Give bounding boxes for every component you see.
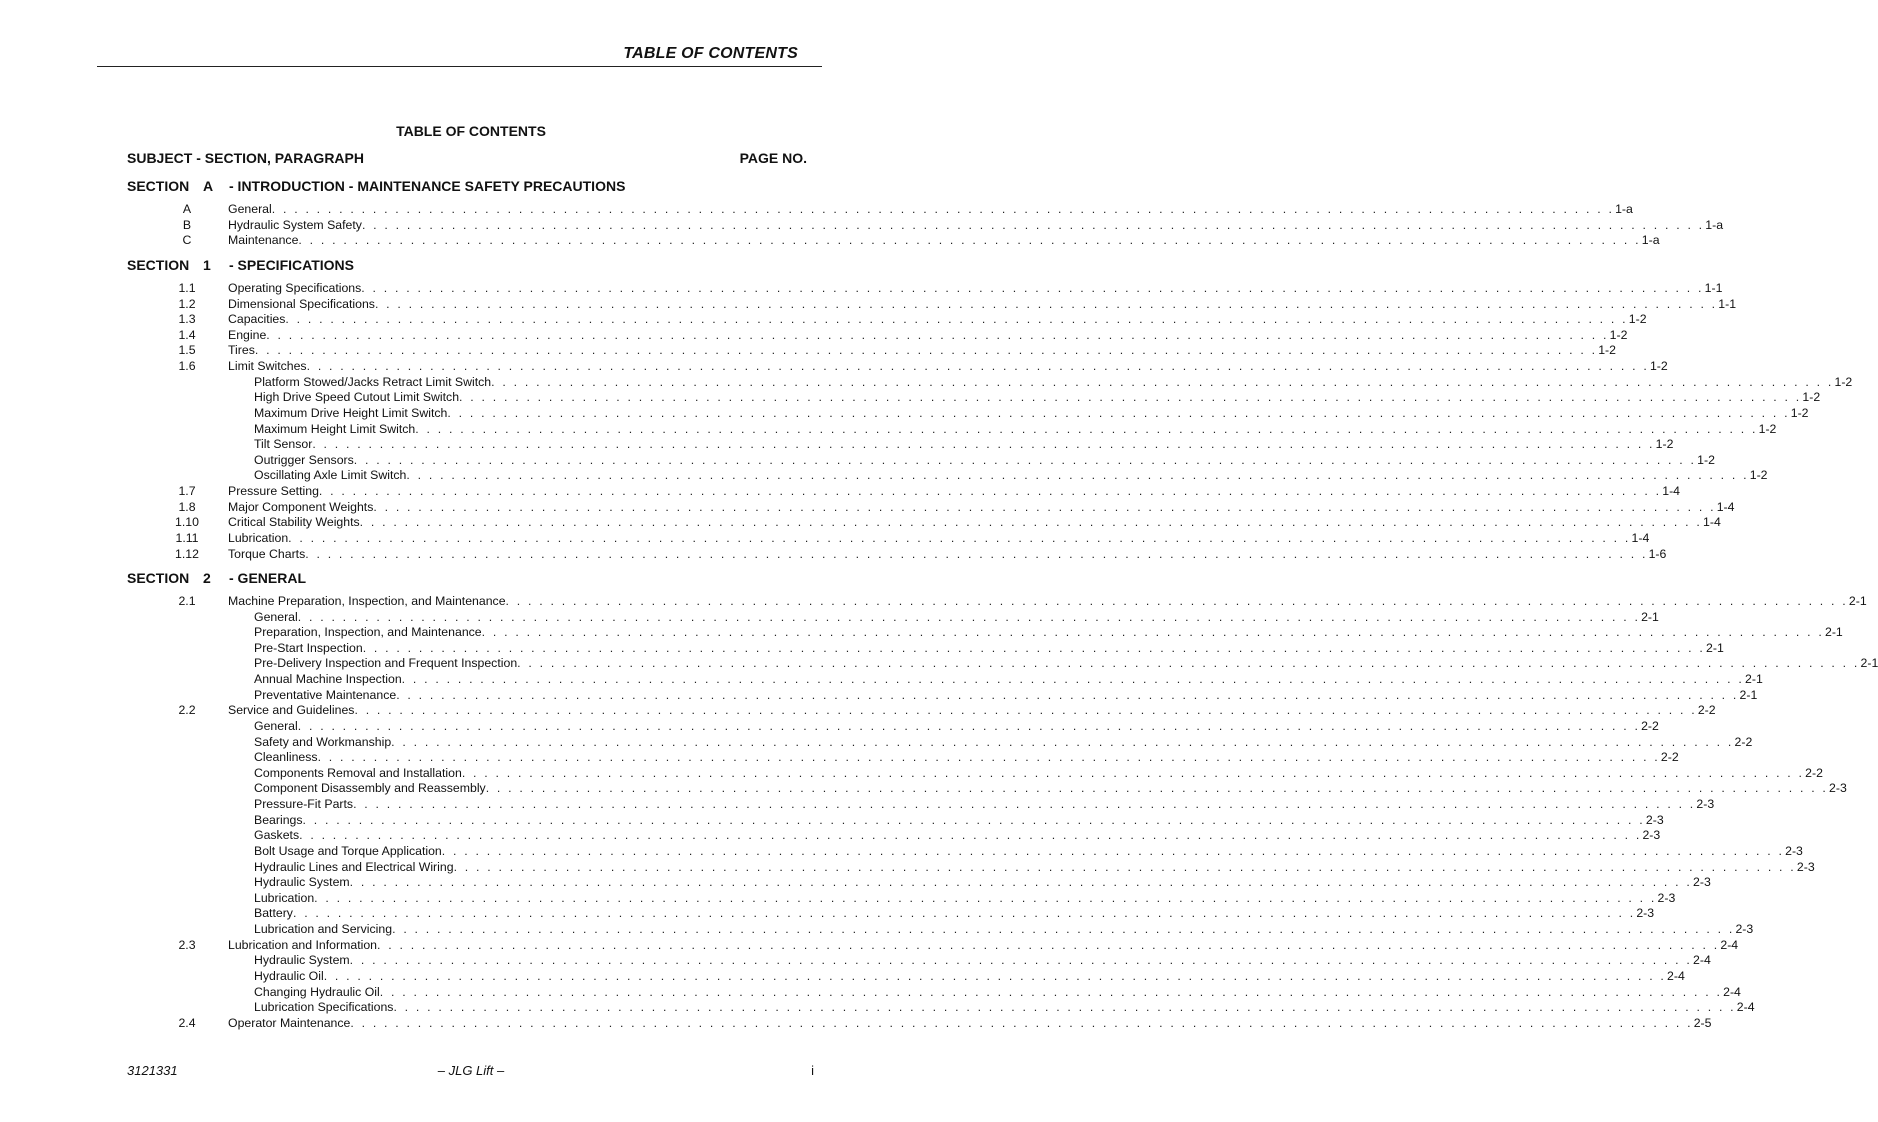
section-id: 2: [203, 570, 211, 586]
toc-entry-leader-line: [254, 672, 1763, 688]
toc-entry-leader-line: [254, 405, 1809, 422]
toc-entry[interactable]: [0, 452, 1715, 469]
section-label: SECTION: [127, 178, 190, 194]
toc-entry-title: Gaskets: [254, 828, 300, 843]
toc-entry-title: Pre-Delivery Inspection and Frequent Inspection: [254, 656, 518, 671]
toc-entry[interactable]: [0, 625, 1843, 641]
section-heading: [127, 570, 306, 586]
toc-entry[interactable]: [0, 530, 1650, 547]
toc-entry-title: Component Disassembly and Reassembly: [254, 781, 486, 796]
toc-entry-title: Outrigger Sensors: [254, 452, 354, 467]
toc-entry[interactable]: [0, 296, 1737, 313]
toc-entry[interactable]: [0, 968, 1685, 985]
column-heading-subject: SUBJECT - SECTION, PARAGRAPH: [127, 150, 364, 166]
leader-dots: . . . . . . . . . . . . . . . . . . . . . . . . . . . . . . . . . . . . . . . . . . . . . . . . . . . . . . . . . . . . . . . . . . . . . . . . . . . . . . . . . . . . . . . . . . . . . . . . . . . . . . . . . . . . . . . . . . . . . . . .: [447, 405, 1790, 420]
toc-entry-page: 2-4: [1723, 984, 1741, 999]
leader-dots: . . . . . . . . . . . . . . . . . . . . . . . . . . . . . . . . . . . . . . . . . . . . . . . . . . . . . . . . . . . . . . . . . . . . . . . . . . . . . . . . . . . . . . . . . . . . . . . . . . . . . . . . . . . . . . . . . . . . . . . .: [314, 890, 1657, 905]
toc-entry[interactable]: [0, 1000, 1755, 1016]
toc-entry-leader-line: [254, 421, 1777, 438]
leader-dots: . . . . . . . . . . . . . . . . . . . . . . . . . . . . . . . . . . . . . . . . . . . . . . . . . . . . . . . . . . . . . . . . . . . . . . . . . . . . . . . . . . . . . . . . . . . . . . . . . . . . . . . . . . . . . . . . . . . . . . . .: [297, 609, 1641, 624]
leader-dots: . . . . . . . . . . . . . . . . . . . . . . . . . . . . . . . . . . . . . . . . . . . . . . . . . . . . . . . . . . . . . . . . . . . . . . . . . . . . . . . . . . . . . . . . . . . . . . . . . . . . . . . . . . . . . . . . . . . . . . . .: [318, 484, 1662, 499]
toc-entry[interactable]: [0, 906, 1655, 922]
leader-dots: . . . . . . . . . . . . . . . . . . . . . . . . . . . . . . . . . . . . . . . . . . . . . . . . . . . . . . . . . . . . . . . . . . . . . . . . . . . . . . . . . . . . . . . . . . . . . . . . . . . . . . . . . . . . . . . . . . . . . . . .: [292, 906, 1636, 921]
leader-dots: . . . . . . . . . . . . . . . . . . . . . . . . . . . . . . . . . . . . . . . . . . . . . . . . . . . . . . . . . . . . . . . . . . . . . . . . . . . . . . . . . . . . . . . . . . . . . . . . . . . . . . . . . . . . . . . . . . . . . . . .: [481, 625, 1824, 640]
toc-entry-leader-line: [228, 499, 1735, 516]
toc-entry-leader-line: [254, 734, 1753, 751]
toc-entry-page: 2-4: [1736, 1000, 1755, 1015]
toc-entry-page: 1-a: [1705, 217, 1724, 232]
toc-entry-title: Hydraulic System: [254, 953, 350, 968]
leader-dots: . . . . . . . . . . . . . . . . . . . . . . . . . . . . . . . . . . . . . . . . . . . . . . . . . . . . . . . . . . . . . . . . . . . . . . . . . . . . . . . . . . . . . . . . . . . . . . . . . . . . . . . . . . . . . . . . . . . . . . . .: [312, 437, 1655, 452]
leader-dots: . . . . . . . . . . . . . . . . . . . . . . . . . . . . . . . . . . . . . . . . . . . . . . . . . . . . . . . . . . . . . . . . . . . . . . . . . . . . . . . . . . . . . . . . . . . . . . . . . . . . . . . . . . . . . . . . . . . . . . . .: [361, 217, 1705, 232]
toc-entry[interactable]: [0, 437, 1674, 453]
toc-entry-title: Engine: [228, 327, 267, 342]
toc-entry-page: 2-3: [1785, 843, 1803, 858]
toc-entry-title: Hydraulic System: [254, 875, 350, 890]
toc-entry-leader-line: [254, 859, 1815, 876]
toc-entry-page: 2-3: [1735, 922, 1754, 937]
toc-entry-page: 2-2: [1805, 765, 1823, 780]
toc-entry[interactable]: [0, 312, 1647, 328]
leader-dots: . . . . . . . . . . . . . . . . . . . . . . . . . . . . . . . . . . . . . . . . . . . . . . . . . . . . . . . . . . . . . . . . . . . . . . . . . . . . . . . . . . . . . . . . . . . . . . . . . . . . . . . . . . . . . . . . . . . . . . . .: [459, 390, 1802, 405]
toc-entry-title: Major Component Weights: [228, 499, 374, 514]
toc-entry-leader-line: [228, 296, 1737, 313]
toc-entry-leader-line: [228, 546, 1667, 563]
leader-dots: . . . . . . . . . . . . . . . . . . . . . . . . . . . . . . . . . . . . . . . . . . . . . . . . . . . . . . . . . . . . . . . . . . . . . . . . . . . . . . . . . . . . . . . . . . . . . . . . . . . . . . . . . . . . . . . . . . . . . . . .: [285, 312, 1628, 327]
toc-entry-title: General: [254, 609, 298, 624]
leader-dots: . . . . . . . . . . . . . . . . . . . . . . . . . . . . . . . . . . . . . . . . . . . . . . . . . . . . . . . . . . . . . . . . . . . . . . . . . . . . . . . . . . . . . . . . . . . . . . . . . . . . . . . . . . . . . . . . . . . . . . . .: [305, 546, 1648, 561]
toc-entry-page: 2-1: [1848, 594, 1867, 608]
leader-dots: . . . . . . . . . . . . . . . . . . . . . . . . . . . . . . . . . . . . . . . . . . . . . . . . . . . . . . . . . . . . . . . . . . . . . . . . . . . . . . . . . . . . . . . . . . . . . . . . . . . . . . . . . . . . . . . . . . . . . . . .: [317, 750, 1660, 765]
leader-dots: . . . . . . . . . . . . . . . . . . . . . . . . . . . . . . . . . . . . . . . . . . . . . . . . . . . . . . . . . . . . . . . . . . . . . . . . . . . . . . . . . . . . . . . . . . . . . . . . . . . . . . . . . . . . . . . . . . . . . . . .: [373, 499, 1716, 514]
toc-entry-leader-line: [254, 468, 1768, 484]
toc-entry-title: Cleanliness: [254, 750, 318, 765]
toc-entry-title: Changing Hydraulic Oil: [254, 984, 380, 999]
section-label: SECTION: [127, 257, 190, 273]
toc-entry-title: Preparation, Inspection, and Maintenance: [254, 625, 482, 640]
toc-entry-number: C: [182, 233, 192, 248]
toc-entry-page: 1-1: [1718, 296, 1737, 311]
toc-entry[interactable]: [0, 672, 1763, 688]
toc-entry-leader-line: [228, 327, 1628, 344]
toc-entry-page: 1-2: [1802, 390, 1821, 405]
section-title: - SPECIFICATIONS: [229, 257, 354, 273]
leader-dots: . . . . . . . . . . . . . . . . . . . . . . . . . . . . . . . . . . . . . . . . . . . . . . . . . . . . . . . . . . . . . . . . . . . . . . . . . . . . . . . . . . . . . . . . . . . . . . . . . . . . . . . . . . . . . . . . . . . . . . . .: [379, 984, 1723, 999]
leader-dots: . . . . . . . . . . . . . . . . . . . . . . . . . . . . . . . . . . . . . . . . . . . . . . . . . . . . . . . . . . . . . . . . . . . . . . . . . . . . . . . . . . . . . . . . . . . . . . . . . . . . . . . . . . . . . . . . . . . . . . . .: [491, 374, 1834, 389]
toc-entry-leader-line: [254, 390, 1821, 406]
toc-entry-leader-line: [228, 484, 1681, 500]
toc-entry[interactable]: [0, 546, 1667, 563]
toc-entry-page: 1-2: [1609, 327, 1628, 342]
toc-entry-title: Operator Maintenance: [228, 1015, 351, 1030]
toc-entry-title: Capacities: [228, 312, 286, 327]
leader-dots: . . . . . . . . . . . . . . . . . . . . . . . . . . . . . . . . . . . . . . . . . . . . . . . . . . . . . . . . . . . . . . . . . . . . . . . . . . . . . . . . . . . . . . . . . . . . . . . . . . . . . . . . . . . . . . . . . . . . . . . .: [396, 687, 1739, 702]
toc-entry[interactable]: [0, 609, 1659, 626]
toc-entry-page: 2-3: [1636, 906, 1655, 921]
toc-entry-leader-line: [254, 640, 1724, 657]
toc-entry[interactable]: [0, 640, 1724, 657]
toc-entry-page: 2-2: [1660, 750, 1679, 765]
toc-entry-title: Bearings: [254, 812, 303, 827]
toc-entry-title: Lubrication and Information: [228, 937, 378, 952]
toc-entry-number: 2.3: [178, 937, 196, 952]
toc-entry-page: 1-6: [1648, 546, 1667, 561]
toc-entry-leader-line: [254, 437, 1674, 453]
toc-entry-title: Oscillating Axle Limit Switch: [254, 468, 407, 483]
running-header-title: TABLE OF CONTENTS: [623, 45, 798, 62]
toc-entry-leader-line: [254, 656, 1878, 672]
toc-entry-title: Dimensional Specifications: [228, 296, 375, 311]
toc-entry-leader-line: [254, 765, 1823, 782]
section-title: - GENERAL: [229, 570, 306, 586]
toc-entry-leader-line: [254, 890, 1676, 907]
leader-dots: . . . . . . . . . . . . . . . . . . . . . . . . . . . . . . . . . . . . . . . . . . . . . . . . . . . . . . . . . . . . . . . . . . . . . . . . . . . . . . . . . . . . . . . . . . . . . . . . . . . . . . . . . . . . . . . . . . . . . . . .: [359, 515, 1703, 530]
toc-entry[interactable]: [0, 1015, 1712, 1032]
toc-entry-title: Lubrication Specifications: [254, 1000, 394, 1015]
toc-entry[interactable]: [0, 812, 1664, 829]
toc-entry-page: 2-3: [1645, 812, 1664, 827]
toc-entry-title: General: [228, 202, 272, 216]
toc-entry-title: Torque Charts: [228, 546, 306, 561]
toc-entry-leader-line: [228, 703, 1716, 719]
toc-entry-leader-line: [228, 281, 1723, 297]
toc-entry-title: Hydraulic Lines and Electrical Wiring: [254, 859, 454, 874]
toc-entry-title: Hydraulic Oil: [254, 968, 324, 983]
toc-entry-leader-line: [228, 343, 1616, 359]
toc-entry[interactable]: [0, 359, 1668, 375]
toc-entry-leader-line: [254, 750, 1679, 766]
toc-entry-title: Service and Guidelines: [228, 703, 355, 718]
toc-entry-title: Bolt Usage and Torque Application: [254, 843, 442, 858]
toc-entry-title: Safety and Workmanship: [254, 734, 392, 749]
leader-dots: . . . . . . . . . . . . . . . . . . . . . . . . . . . . . . . . . . . . . . . . . . . . . . . . . . . . . . . . . . . . . . . . . . . . . . . . . . . . . . . . . . . . . . . . . . . . . . . . . . . . . . . . . . . . . . . . . . . . . . . .: [393, 1000, 1736, 1015]
toc-entry-title: Operating Specifications: [228, 281, 362, 295]
toc-entry-leader-line: [254, 718, 1659, 735]
section-title: - INTRODUCTION - MAINTENANCE SAFETY PRECAUTIONS: [229, 178, 626, 194]
toc-entry[interactable]: [0, 734, 1753, 751]
toc-entry-number: 2.4: [178, 1015, 196, 1030]
toc-entry-leader-line: [254, 984, 1741, 1001]
leader-dots: . . . . . . . . . . . . . . . . . . . . . . . . . . . . . . . . . . . . . . . . . . . . . . . . . . . . . . . . . . . . . . . . . . . . . . . . . . . . . . . . . . . . . . . . . . . . . . . . . . . . . . . . . . . . . . . . . . . . . . . .: [401, 672, 1745, 687]
toc-entry-page: 2-4: [1693, 953, 1711, 968]
toc-entry-number: 2.2: [178, 703, 196, 718]
toc-entry-number: A: [182, 202, 192, 216]
toc-entry-leader-line: [228, 937, 1739, 954]
toc-entry-title: Preventative Maintenance: [254, 687, 397, 702]
toc-entry-leader-line: [228, 312, 1647, 328]
toc-entry[interactable]: [0, 750, 1679, 766]
toc-entry[interactable]: [0, 703, 1716, 719]
toc-entry-page: 2-3: [1696, 797, 1715, 812]
toc-entry[interactable]: [0, 374, 1853, 391]
leader-dots: . . . . . . . . . . . . . . . . . . . . . . . . . . . . . . . . . . . . . . . . . . . . . . . . . . . . . . . . . . . . . . . . . . . . . . . . . . . . . . . . . . . . . . . . . . . . . . . . . . . . . . . . . . . . . . . . . . . . . . . .: [297, 718, 1641, 733]
toc-entry-page: 1-2: [1628, 312, 1647, 327]
toc-entry[interactable]: [0, 718, 1659, 735]
toc-entry-page: 1-2: [1655, 437, 1674, 452]
toc-entry[interactable]: [0, 390, 1821, 406]
toc-entry-page: 2-4: [1667, 968, 1685, 983]
toc-entry-leader-line: [254, 922, 1754, 938]
toc-entry-number: 1.1: [178, 281, 196, 295]
toc-entry-title: Lubrication: [228, 530, 289, 545]
toc-entry[interactable]: [0, 781, 1847, 797]
toc-entry-number: 2.1: [178, 594, 196, 608]
leader-dots: . . . . . . . . . . . . . . . . . . . . . . . . . . . . . . . . . . . . . . . . . . . . . . . . . . . . . . . . . . . . . . . . . . . . . . . . . . . . . . . . . . . . . . . . . . . . . . . . . . . . . . . . . . . . . . . . . . . . . . . .: [254, 343, 1598, 358]
toc-entry-title: Platform Stowed/Jacks Retract Limit Switch: [254, 374, 492, 389]
leader-dots: . . . . . . . . . . . . . . . . . . . . . . . . . . . . . . . . . . . . . . . . . . . . . . . . . . . . . . . . . . . . . . . . . . . . . . . . . . . . . . . . . . . . . . . . . . . . . . . . . . . . . . . . . . . . . . . . . . . . . . . .: [354, 703, 1697, 718]
toc-entry[interactable]: [0, 327, 1628, 344]
toc-entry[interactable]: [0, 984, 1741, 1001]
leader-dots: . . . . . . . . . . . . . . . . . . . . . . . . . . . . . . . . . . . . . . . . . . . . . . . . . . . . . . . . . . . . . . . . . . . . . . . . . . . . . . . . . . . . . . . . . . . . . . . . . . . . . . . . . . . . . . . . . . . . . . . .: [453, 859, 1796, 874]
leader-dots: . . . . . . . . . . . . . . . . . . . . . . . . . . . . . . . . . . . . . . . . . . . . . . . . . . . . . . . . . . . . . . . . . . . . . . . . . . . . . . . . . . . . . . . . . . . . . . . . . . . . . . . . . . . . . . . . . . . . . . . .: [350, 1015, 1693, 1030]
section-label: SECTION: [127, 570, 190, 586]
toc-entry-title: General: [254, 718, 298, 733]
toc-entry-leader-line: [254, 687, 1758, 704]
leader-dots: . . . . . . . . . . . . . . . . . . . . . . . . . . . . . . . . . . . . . . . . . . . . . . . . . . . . . . . . . . . . . . . . . . . . . . . . . . . . . . . . . . . . . . . . . . . . . . . . . . . . . . . . . . . . . . . . . . . . . . . .: [299, 828, 1642, 843]
leader-dots: . . . . . . . . . . . . . . . . . . . . . . . . . . . . . . . . . . . . . . . . . . . . . . . . . . . . . . . . . . . . . . . . . . . . . . . . . . . . . . . . . . . . . . . . . . . . . . . . . . . . . . . . . . . . . . . . . . . . . . . .: [505, 594, 1848, 608]
toc-entry-number: 1.7: [178, 484, 196, 499]
toc-entry[interactable]: [0, 343, 1616, 359]
toc-entry-page: 1-2: [1834, 374, 1853, 389]
toc-entry-number: 1.3: [178, 312, 196, 327]
footer-publisher: – JLG Lift –: [437, 1063, 505, 1078]
toc-entry-page: 2-3: [1693, 875, 1711, 890]
toc-entry[interactable]: [0, 468, 1768, 484]
toc-entry-page: 2-3: [1642, 828, 1661, 843]
toc-entry[interactable]: [0, 859, 1815, 876]
leader-dots: . . . . . . . . . . . . . . . . . . . . . . . . . . . . . . . . . . . . . . . . . . . . . . . . . . . . . . . . . . . . . . . . . . . . . . . . . . . . . . . . . . . . . . . . . . . . . . . . . . . . . . . . . . . . . . . . . . . . . . . .: [461, 765, 1805, 780]
toc-entry-page: 1-a: [1641, 233, 1660, 248]
toc-entry-leader-line: [254, 953, 1711, 969]
toc-entry[interactable]: [0, 687, 1758, 704]
toc-entry-page: 1-2: [1598, 343, 1616, 358]
toc-entry-leader-line: [254, 797, 1715, 813]
toc-entry-page: 1-4: [1703, 515, 1721, 530]
section-id: A: [203, 178, 214, 194]
toc-entry[interactable]: [0, 594, 1867, 610]
toc-entry-title: High Drive Speed Cutout Limit Switch: [254, 390, 460, 405]
toc-entry-number: 1.8: [178, 499, 196, 514]
toc-entry-page: 2-1: [1860, 656, 1878, 671]
section-heading: [127, 257, 354, 273]
toc-entry-number: 1.5: [178, 343, 196, 358]
toc-entry-leader-line: [254, 625, 1843, 641]
toc-entry-page: 2-2: [1697, 703, 1716, 718]
toc-entry-page: 2-3: [1796, 859, 1815, 874]
section-heading: [127, 178, 625, 194]
leader-dots: . . . . . . . . . . . . . . . . . . . . . . . . . . . . . . . . . . . . . . . . . . . . . . . . . . . . . . . . . . . . . . . . . . . . . . . . . . . . . . . . . . . . . . . . . . . . . . . . . . . . . . . . . . . . . . . . . . . . . . . .: [377, 937, 1720, 952]
toc-entry[interactable]: [0, 421, 1777, 438]
toc-entry-leader-line: [254, 781, 1847, 797]
leader-dots: . . . . . . . . . . . . . . . . . . . . . . . . . . . . . . . . . . . . . . . . . . . . . . . . . . . . . . . . . . . . . . . . . . . . . . . . . . . . . . . . . . . . . . . . . . . . . . . . . . . . . . . . . . . . . . . . . . . . . . . .: [361, 281, 1704, 295]
leader-dots: . . . . . . . . . . . . . . . . . . . . . . . . . . . . . . . . . . . . . . . . . . . . . . . . . . . . . . . . . . . . . . . . . . . . . . . . . . . . . . . . . . . . . . . . . . . . . . . . . . . . . . . . . . . . . . . . . . . . . . . .: [298, 233, 1641, 248]
toc-entry-page: 2-4: [1720, 937, 1739, 952]
leader-dots: . . . . . . . . . . . . . . . . . . . . . . . . . . . . . . . . . . . . . . . . . . . . . . . . . . . . . . . . . . . . . . . . . . . . . . . . . . . . . . . . . . . . . . . . . . . . . . . . . . . . . . . . . . . . . . . . . . . . . . . .: [302, 812, 1645, 827]
leader-dots: . . . . . . . . . . . . . . . . . . . . . . . . . . . . . . . . . . . . . . . . . . . . . . . . . . . . . . . . . . . . . . . . . . . . . . . . . . . . . . . . . . . . . . . . . . . . . . . . . . . . . . . . . . . . . . . . . . . . . . . .: [392, 922, 1735, 937]
header-rule: [97, 66, 822, 67]
toc-entry-title: Lubrication and Servicing: [254, 922, 393, 937]
toc-entry[interactable]: [0, 656, 1878, 672]
toc-entry-number: 1.6: [178, 359, 196, 374]
toc-entry-leader-line: [228, 359, 1668, 375]
toc-entry[interactable]: [0, 281, 1723, 297]
toc-entry-leader-line: [228, 530, 1650, 547]
toc-entry-title: Annual Machine Inspection: [254, 672, 402, 687]
toc-entry-page: 2-1: [1739, 687, 1758, 702]
toc-entry[interactable]: [0, 515, 1721, 531]
toc-entry-number: 1.10: [175, 515, 199, 530]
toc-entry-leader-line: [254, 968, 1685, 985]
leader-dots: . . . . . . . . . . . . . . . . . . . . . . . . . . . . . . . . . . . . . . . . . . . . . . . . . . . . . . . . . . . . . . . . . . . . . . . . . . . . . . . . . . . . . . . . . . . . . . . . . . . . . . . . . . . . . . . . . . . . . . . .: [415, 421, 1758, 436]
leader-dots: . . . . . . . . . . . . . . . . . . . . . . . . . . . . . . . . . . . . . . . . . . . . . . . . . . . . . . . . . . . . . . . . . . . . . . . . . . . . . . . . . . . . . . . . . . . . . . . . . . . . . . . . . . . . . . . . . . . . . . . .: [353, 452, 1697, 467]
toc-entry-title: Critical Stability Weights: [228, 515, 360, 530]
leader-dots: . . . . . . . . . . . . . . . . . . . . . . . . . . . . . . . . . . . . . . . . . . . . . . . . . . . . . . . . . . . . . . . . . . . . . . . . . . . . . . . . . . . . . . . . . . . . . . . . . . . . . . . . . . . . . . . . . . . . . . . .: [485, 781, 1829, 796]
toc-entry-leader-line: [254, 828, 1661, 844]
toc-entry-page: 1-4: [1716, 499, 1735, 514]
toc-entry[interactable]: [0, 233, 1660, 249]
toc-entry-leader-line: [228, 217, 1724, 234]
toc-entry[interactable]: [0, 797, 1715, 813]
toc-entry-leader-line: [254, 906, 1655, 922]
toc-entry-title: Components Removal and Installation: [254, 765, 462, 780]
toc-entry-page: 1-2: [1749, 468, 1768, 483]
toc-entry-page: 1-1: [1704, 281, 1723, 295]
toc-entry-leader-line: [254, 374, 1853, 391]
leader-dots: . . . . . . . . . . . . . . . . . . . . . . . . . . . . . . . . . . . . . . . . . . . . . . . . . . . . . . . . . . . . . . . . . . . . . . . . . . . . . . . . . . . . . . . . . . . . . . . . . . . . . . . . . . . . . . . . . . . . . . . .: [349, 953, 1693, 968]
toc-entry-number: 1.12: [175, 546, 199, 561]
toc-entry[interactable]: [0, 937, 1739, 954]
toc-entry-title: Pressure-Fit Parts: [254, 797, 354, 812]
toc-entry-title: Pre-Start Inspection: [254, 640, 363, 655]
toc-entry-page: 1-2: [1649, 359, 1668, 374]
toc-entry-title: Hydraulic System Safety: [228, 217, 362, 232]
toc-entry-page: 2-3: [1829, 781, 1847, 796]
toc-entry-page: 2-3: [1657, 890, 1676, 905]
toc-entry-page: 2-5: [1693, 1015, 1712, 1030]
leader-dots: . . . . . . . . . . . . . . . . . . . . . . . . . . . . . . . . . . . . . . . . . . . . . . . . . . . . . . . . . . . . . . . . . . . . . . . . . . . . . . . . . . . . . . . . . . . . . . . . . . . . . . . . . . . . . . . . . . . . . . . .: [441, 843, 1785, 858]
toc-entry[interactable]: [0, 202, 1633, 218]
leader-dots: . . . . . . . . . . . . . . . . . . . . . . . . . . . . . . . . . . . . . . . . . . . . . . . . . . . . . . . . . . . . . . . . . . . . . . . . . . . . . . . . . . . . . . . . . . . . . . . . . . . . . . . . . . . . . . . . . . . . . . . .: [406, 468, 1749, 483]
page-title: TABLE OF CONTENTS: [396, 123, 546, 139]
column-heading-page-no: PAGE NO.: [739, 150, 807, 166]
leader-dots: . . . . . . . . . . . . . . . . . . . . . . . . . . . . . . . . . . . . . . . . . . . . . . . . . . . . . . . . . . . . . . . . . . . . . . . . . . . . . . . . . . . . . . . . . . . . . . . . . . . . . . . . . . . . . . . . . . . . . . . .: [374, 296, 1718, 311]
toc-entry-page: 2-1: [1706, 640, 1724, 655]
toc-entry-number: 1.4: [178, 327, 196, 342]
toc-entry-number: 1.11: [175, 530, 199, 545]
toc-entry[interactable]: [0, 922, 1754, 938]
toc-entry-page: 2-2: [1734, 734, 1753, 749]
toc-entry-title: Maintenance: [228, 233, 299, 248]
toc-entry-leader-line: [254, 875, 1711, 891]
toc-entry-leader-line: [228, 515, 1721, 531]
toc-entry-page: 2-1: [1825, 625, 1843, 640]
toc-entry-leader-line: [228, 1015, 1712, 1032]
leader-dots: . . . . . . . . . . . . . . . . . . . . . . . . . . . . . . . . . . . . . . . . . . . . . . . . . . . . . . . . . . . . . . . . . . . . . . . . . . . . . . . . . . . . . . . . . . . . . . . . . . . . . . . . . . . . . . . . . . . . . . . .: [266, 327, 1609, 342]
toc-entry-title: Maximum Height Limit Switch: [254, 421, 416, 436]
toc-entry-leader-line: [228, 594, 1867, 610]
toc-entry-page: 1-2: [1758, 421, 1777, 436]
toc-entry-page: 1-2: [1697, 452, 1715, 467]
toc-entry[interactable]: [0, 217, 1724, 234]
toc-entry[interactable]: [0, 953, 1711, 969]
toc-entry-page: 1-a: [1615, 202, 1633, 216]
toc-entry-title: Machine Preparation, Inspection, and Maintenance: [228, 594, 506, 608]
leader-dots: . . . . . . . . . . . . . . . . . . . . . . . . . . . . . . . . . . . . . . . . . . . . . . . . . . . . . . . . . . . . . . . . . . . . . . . . . . . . . . . . . . . . . . . . . . . . . . . . . . . . . . . . . . . . . . . . . . . . . . . .: [349, 875, 1693, 890]
leader-dots: . . . . . . . . . . . . . . . . . . . . . . . . . . . . . . . . . . . . . . . . . . . . . . . . . . . . . . . . . . . . . . . . . . . . . . . . . . . . . . . . . . . . . . . . . . . . . . . . . . . . . . . . . . . . . . . . . . . . . . . .: [517, 656, 1860, 671]
toc-entry-title: Limit Switches: [228, 359, 307, 374]
toc-entry-leader-line: [228, 202, 1633, 218]
toc-entry-title: Pressure Setting: [228, 484, 319, 499]
leader-dots: . . . . . . . . . . . . . . . . . . . . . . . . . . . . . . . . . . . . . . . . . . . . . . . . . . . . . . . . . . . . . . . . . . . . . . . . . . . . . . . . . . . . . . . . . . . . . . . . . . . . . . . . . . . . . . . . . . . . . . . .: [362, 640, 1706, 655]
leader-dots: . . . . . . . . . . . . . . . . . . . . . . . . . . . . . . . . . . . . . . . . . . . . . . . . . . . . . . . . . . . . . . . . . . . . . . . . . . . . . . . . . . . . . . . . . . . . . . . . . . . . . . . . . . . . . . . . . . . . . . . .: [271, 202, 1615, 216]
toc-entry-title: Tilt Sensor: [254, 437, 313, 452]
toc-entry-title: Lubrication: [254, 890, 315, 905]
leader-dots: . . . . . . . . . . . . . . . . . . . . . . . . . . . . . . . . . . . . . . . . . . . . . . . . . . . . . . . . . . . . . . . . . . . . . . . . . . . . . . . . . . . . . . . . . . . . . . . . . . . . . . . . . . . . . . . . . . . . . . . .: [288, 530, 1631, 545]
footer-page-number: i: [811, 1063, 814, 1078]
leader-dots: . . . . . . . . . . . . . . . . . . . . . . . . . . . . . . . . . . . . . . . . . . . . . . . . . . . . . . . . . . . . . . . . . . . . . . . . . . . . . . . . . . . . . . . . . . . . . . . . . . . . . . . . . . . . . . . . . . . . . . . .: [323, 968, 1667, 983]
toc-entry-leader-line: [254, 452, 1715, 469]
toc-entry-page: 1-2: [1790, 405, 1809, 420]
toc-entry[interactable]: [0, 875, 1711, 891]
toc-entry[interactable]: [0, 843, 1803, 860]
toc-entry[interactable]: [0, 499, 1735, 516]
toc-entry-page: 1-4: [1662, 484, 1681, 499]
toc-entry-leader-line: [254, 843, 1803, 860]
toc-entry[interactable]: [0, 765, 1823, 782]
leader-dots: . . . . . . . . . . . . . . . . . . . . . . . . . . . . . . . . . . . . . . . . . . . . . . . . . . . . . . . . . . . . . . . . . . . . . . . . . . . . . . . . . . . . . . . . . . . . . . . . . . . . . . . . . . . . . . . . . . . . . . . .: [306, 359, 1649, 374]
toc-entry-title: Tires: [228, 343, 255, 358]
toc-entry[interactable]: [0, 405, 1809, 422]
toc-entry-title: Battery: [254, 906, 293, 921]
leader-dots: . . . . . . . . . . . . . . . . . . . . . . . . . . . . . . . . . . . . . . . . . . . . . . . . . . . . . . . . . . . . . . . . . . . . . . . . . . . . . . . . . . . . . . . . . . . . . . . . . . . . . . . . . . . . . . . . . . . . . . . .: [391, 734, 1734, 749]
toc-entry-number: B: [182, 217, 192, 232]
toc-entry-number: 1.2: [178, 296, 196, 311]
toc-entry-page: 2-1: [1641, 609, 1659, 624]
toc-entry-leader-line: [254, 812, 1664, 829]
section-id: 1: [203, 257, 211, 273]
leader-dots: . . . . . . . . . . . . . . . . . . . . . . . . . . . . . . . . . . . . . . . . . . . . . . . . . . . . . . . . . . . . . . . . . . . . . . . . . . . . . . . . . . . . . . . . . . . . . . . . . . . . . . . . . . . . . . . . . . . . . . . .: [353, 797, 1696, 812]
toc-entry-page: 1-4: [1631, 530, 1650, 545]
toc-entry[interactable]: [0, 484, 1681, 500]
toc-entry-page: 2-1: [1745, 672, 1763, 687]
toc-entry-leader-line: [254, 1000, 1755, 1016]
toc-entry[interactable]: [0, 828, 1661, 844]
toc-entry-title: Maximum Drive Height Limit Switch: [254, 405, 448, 420]
footer-doc-number: 3121331: [127, 1063, 178, 1078]
toc-entry-leader-line: [254, 609, 1659, 626]
toc-entry[interactable]: [0, 890, 1676, 907]
toc-entry-page: 2-2: [1641, 718, 1659, 733]
toc-entry-leader-line: [228, 233, 1660, 249]
